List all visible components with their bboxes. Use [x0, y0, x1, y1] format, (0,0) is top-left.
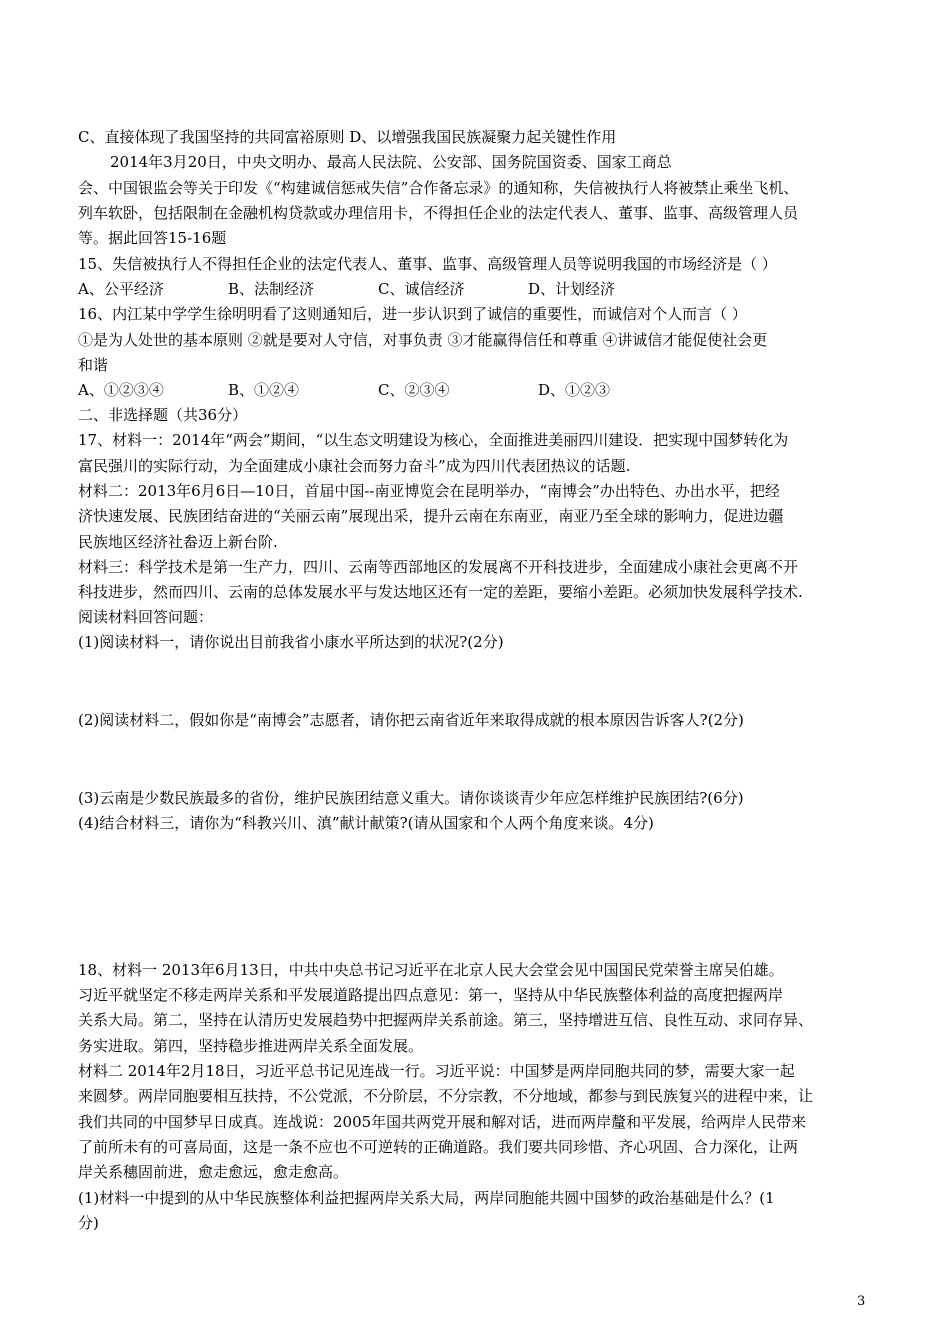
- page-number: 3: [857, 1294, 866, 1309]
- question-17-material-1: 17、材料一：2014年“两会”期间，“以生态文明建设为核心，全面推进美丽四川建设．把实现中国梦转化为: [78, 431, 789, 449]
- material-intro-line: 2014年3月20日，中央文明办、最高人民法院、公安部、国务院国资委、国家工商总: [110, 153, 672, 171]
- question-17-material-3-cont: 科技进步，然而四川、云南的总体发展水平与发达地区还有一定的差距，要缩小差距。必须加快发展科学技术.: [78, 583, 803, 601]
- material-line: 等。据此回答15-16题: [78, 229, 227, 247]
- option-d: D、①②③: [538, 381, 611, 399]
- question-17-part-3: (3)云南是少数民族最多的省份，维护民族团结意义重大。请你谈谈青少年应怎样维护民族团结?(6分): [78, 789, 744, 807]
- question-18-material-1: 18、材料一 2013年6月13日，中共中央总书记习近平在北京人民大会堂会见中国国民党荣誉主席吴伯雄。: [78, 961, 784, 979]
- option-a: A、公平经济: [78, 280, 164, 298]
- question-18-material-2-cont: 了前所未有的可喜局面，这是一条不应也不可逆转的正确道路。我们要共同珍惜、齐心巩固、合力深化，让两: [78, 1138, 799, 1156]
- question-16-statements: ①是为人处世的基本原则 ②就是要对人守信，对事负责 ③才能赢得信任和尊重 ④讲诚信才能促使社会更: [78, 331, 768, 349]
- question-16: 16、内江某中学学生徐明明看了这则通知后，进一步认识到了诚信的重要性，而诚信对个人而言（ ）: [78, 305, 747, 323]
- material-line: 会、中国银监会等关于印发《“构建诚信惩戒失信”合作备忘录》的通知称，失信被执行人将被禁止乘坐飞机、: [78, 179, 799, 197]
- option-d: D、计划经济: [528, 280, 616, 298]
- question-18-material-2-cont: 岸关系穗固前进，愈走愈远，愈走愈高。: [78, 1163, 349, 1181]
- question-17-material-3: 材料三：科学技术是第一生产力，四川、云南等西部地区的发展离不开科技进步，全面建成小康社会更离不开: [78, 558, 799, 576]
- option-b: B、法制经济: [228, 280, 315, 298]
- question-15-options: [78, 277, 615, 302]
- question-17-part-2: (2)阅读材料二，假如你是“南博会”志愿者，请你把云南省近年来取得成就的根本原因告诉客人?(2分): [78, 711, 744, 729]
- option-a: A、①②③④: [78, 381, 164, 399]
- section-heading: 二、非选择题（共36分）: [78, 406, 248, 424]
- option-c: C、诚信经济: [378, 280, 465, 298]
- question-16-options: [78, 378, 610, 403]
- question-18-part-1-cont: 分): [78, 1214, 99, 1232]
- question-17-instruction: 阅读材料回答问题：: [78, 608, 214, 626]
- question-17-material-2-cont: 民族地区经济社畚迈上新台阶.: [78, 533, 278, 551]
- option-c: C、②③④: [378, 381, 450, 399]
- question-18-material-2-cont: 来圆梦。两岸同胞要相互扶持，不公党派，不分阶层，不分宗教，不分地域，都参与到民族复兴的进程中来，让: [78, 1087, 814, 1105]
- question-18-material-1-cont: 习近平就坚定不移走两岸关系和平发展道路提出四点意见：第一，坚持从中华民族整体利益的高度把握两岸: [78, 986, 784, 1004]
- question-18-material-1-cont: 务实进取。第四，坚持稳步推进两岸关系全面发展。: [78, 1037, 424, 1055]
- question-18-material-2: 材料二 2014年2月18日，习近平总书记见连战一行。习近平说：中国梦是两岸同胞共同的梦，需要大家一起: [78, 1062, 795, 1080]
- option-line-cd: C、直接体现了我国坚持的共同富裕原则 D、以增强我国民族凝聚力起关键性作用: [78, 128, 617, 146]
- question-18-part-1: (1)材料一中提到的从中华民族整体利益把握两岸关系大局，两岸同胞能共圆中国梦的政治基础是什么？(1: [78, 1189, 775, 1207]
- option-b: B、①②④: [228, 381, 300, 399]
- question-17-material-1-cont: 富民强川的实际行动，为全面建成小康社会而努力奋斗”成为四川代表团热议的话题.: [78, 457, 631, 475]
- question-17-material-2-cont: 济快速发展、民族团结奋进的“关丽云南”展现出采，提升云南在东南亚，南亚乃至全球的影响力，促进边疆: [78, 507, 784, 525]
- question-15: 15、失信被执行人不得担任企业的法定代表人、董事、监事、高级管理人员等说明我国的市场经济是（ ）: [78, 255, 777, 273]
- question-18-material-2-cont: 我们共同的中国梦早日成真。连战说：2005年国共两党开展和解对话，进而两岸釐和平发展，给两岸人民带来: [78, 1113, 807, 1131]
- question-17-material-2: 材料二：2013年6月6日—10日，首届中国--南亚博览会在昆明举办，“南博会”办出特色、办出水平，把经: [78, 482, 780, 500]
- question-17-part-1: (1)阅读材料一，请你说出目前我省小康水平所达到的状况?(2分): [78, 633, 504, 651]
- question-16-statements-cont: 和谐: [78, 356, 109, 374]
- material-line: 列车软卧，包括限制在金融机构贷款或办理信用卡，不得担任企业的法定代表人、董事、监事、高级管理人员: [78, 204, 799, 222]
- question-17-part-4: (4)结合材料三，请你为“科教兴川、滇”献计献策?(请从国家和个人两个角度来谈。4分): [78, 814, 654, 832]
- question-18-material-1-cont: 关系大局。第二，坚持在认清历史发展趋势中把握两岸关系前途。第三，坚持增进互信、良性互动、求同存异、: [78, 1011, 814, 1029]
